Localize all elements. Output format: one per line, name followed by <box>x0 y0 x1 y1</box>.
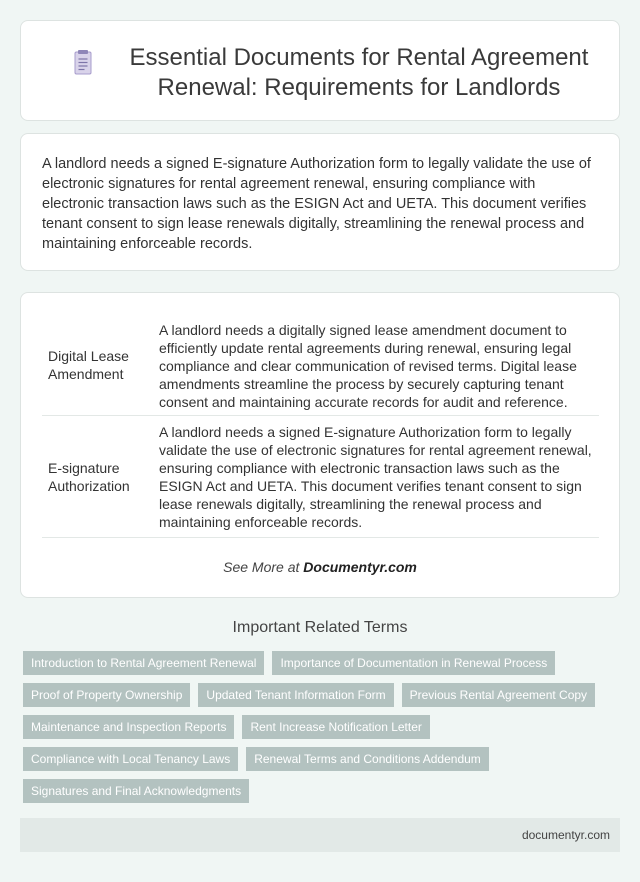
see-more-link[interactable] <box>21 559 619 575</box>
related-term-tag[interactable]: Importance of Documentation in Renewal Process <box>272 651 555 675</box>
related-term-tag[interactable]: Maintenance and Inspection Reports <box>23 715 234 739</box>
documents-card <box>20 292 620 598</box>
table-row <box>42 416 599 538</box>
related-term-tag[interactable]: Updated Tenant Information Form <box>198 683 393 707</box>
document-description: A landlord needs a digitally signed lease amendment document to efficiently update rental agreements during renewal, ensuring legal compliance and clear communication of revised terms. Digital lease amendments streamline the process by securely capturing tenant consent and maintaining accurate records for audit and reference. <box>159 322 577 410</box>
page-title: Essential Documents for Rental Agreement Renewal: Requirements for Landlords <box>129 44 589 101</box>
intro-text: A landlord needs a signed E-signature Authorization form to legally validate the use of electronic signatures for rental agreement renewal, ensuring compliance with electronic transaction laws such as the ESIGN Act and UETA. This document verifies tenant consent to sign lease renewals digitally, streamlining the renewal process and maintaining enforceable records. <box>42 156 591 252</box>
intro-card <box>20 133 620 271</box>
document-description: A landlord needs a signed E-signature Authorization form to legally validate the use of electronic signatures for rental agreement renewal, ensuring compliance with electronic transaction laws such as the ESIGN Act and UETA. This document verifies tenant consent to sign lease renewals digitally, streamlining the renewal process and maintaining enforceable records. <box>159 424 592 530</box>
document-name: Digital Lease Amendment <box>42 314 151 416</box>
related-term-tag[interactable]: Renewal Terms and Conditions Addendum <box>246 747 489 771</box>
related-term-tag[interactable]: Compliance with Local Tenancy Laws <box>23 747 238 771</box>
header-card <box>20 20 620 121</box>
document-icon <box>71 49 95 77</box>
related-term-tag[interactable]: Introduction to Rental Agreement Renewal <box>23 651 264 675</box>
related-terms-list <box>23 651 623 803</box>
table-row <box>42 314 599 416</box>
document-name: E-signature Authorization <box>48 459 130 494</box>
related-term-tag[interactable]: Previous Rental Agreement Copy <box>402 683 595 707</box>
documents-table <box>42 314 599 538</box>
see-more-site: Documentyr.com <box>303 559 417 575</box>
related-term-tag[interactable]: Rent Increase Notification Letter <box>242 715 429 739</box>
related-terms-heading: Important Related Terms <box>232 619 408 636</box>
footer-site-link[interactable]: documentyr.com <box>521 828 610 842</box>
related-term-tag[interactable]: Signatures and Final Acknowledgments <box>23 779 249 803</box>
footer <box>20 818 620 852</box>
related-term-tag[interactable]: Proof of Property Ownership <box>23 683 190 707</box>
see-more-prefix: See More at <box>223 559 304 575</box>
